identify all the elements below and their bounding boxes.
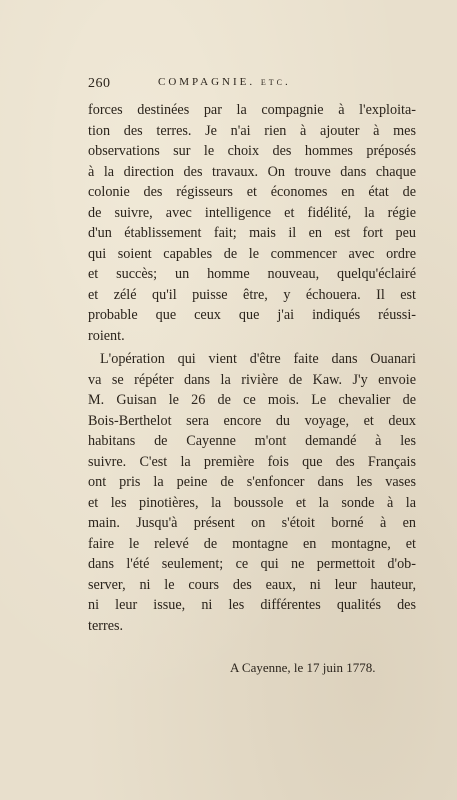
text-line: L'opération qui vient d'être faite dans Ouanari [100, 351, 416, 367]
text-line: ni leur issue, ni les différentes qualités des [88, 597, 416, 613]
text-line: tion des terres. Je n'ai rien à ajouter à mes [88, 122, 416, 139]
text-line: va se répéter dans la rivière de Kaw. J'y envoie [88, 371, 416, 388]
text-line: dans l'été seulement; ce qui ne permettoit d'ob- [88, 556, 416, 572]
text-line: main. Jusqu'à présent on s'étoit borné à en [88, 515, 416, 531]
text-line: suivre. C'est la première fois que des Français [88, 453, 416, 470]
text-line: colonie des régisseurs et économes en état de [88, 184, 416, 200]
text-line: habitans de Cayenne m'ont demandé à les [88, 433, 416, 449]
text-line: de suivre, avec intelligence et fidélité, la régie [88, 204, 416, 221]
paragraph-1 [88, 100, 416, 346]
text-line: M. Guisan le 26 de ce mois. Le chevalier de [88, 392, 416, 408]
text-line: roient. [88, 327, 125, 344]
text-line: et succès; un homme nouveau, quelqu'éclairé [88, 266, 416, 282]
text-line: et zélé qu'il puisse être, y échouera. Il est [88, 286, 416, 303]
text-line: forces destinées par la compagnie à l'exploita- [88, 102, 416, 118]
paragraph-2 [88, 349, 416, 636]
text-line: ont pris la peine de s'enfoncer dans les vases [88, 474, 416, 490]
text-line: d'un établissement fait; mais il en est fort peu [88, 225, 416, 241]
text-line: probable que ceux que j'ai indiqués réussi- [88, 307, 416, 323]
page-header [88, 76, 388, 96]
text-line: server, ni le cours des eaux, ni leur hauteur, [88, 576, 416, 593]
text-line: faire le relevé de montagne en montagne, et [88, 535, 416, 552]
running-title: COMPAGNIE. etc. [158, 76, 291, 88]
text-line: observations sur le choix des hommes préposés [88, 143, 416, 159]
body-text [88, 100, 416, 636]
text-line: qui soient capables de le commencer avec ordre [88, 245, 416, 262]
text-line: à la direction des travaux. On trouve dans chaque [88, 163, 416, 180]
text-line: terres. [88, 617, 124, 634]
text-line: et les pinotières, la boussole et la sonde à la [88, 494, 416, 511]
dateline-signature: A Cayenne, le 17 juin 1778. [230, 660, 376, 675]
text-line: Bois-Berthelot sera encore du voyage, et deux [88, 412, 416, 429]
page-number: 260 [88, 76, 111, 91]
